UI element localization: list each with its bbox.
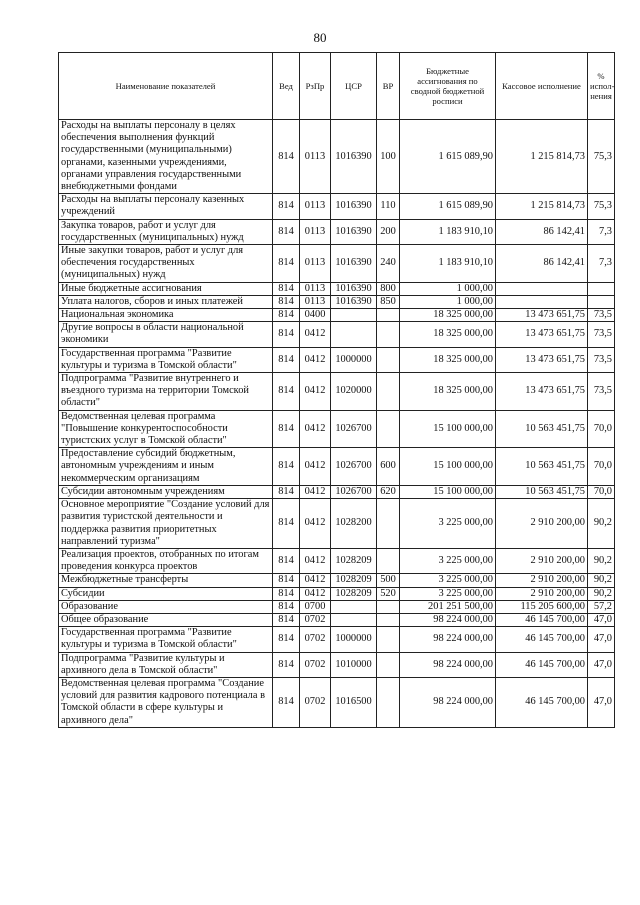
cell-plan: 15 100 000,00: [400, 485, 496, 498]
cell-name: Государственная программа "Развитие культуры и туризма в Томской области": [59, 627, 273, 652]
cell-name: Основное мероприятие "Создание условий для развития туристской деятельности и поддержка развития приоритетных направлений туризма": [59, 499, 273, 549]
cell-rzpr: 0113: [300, 282, 331, 295]
cell-csr: 1028200: [331, 499, 377, 549]
header-csr: ЦСР: [331, 53, 377, 120]
cell-name: Образование: [59, 600, 273, 613]
cell-vr: [377, 322, 400, 347]
cell-exec: 10 563 451,75: [496, 485, 588, 498]
cell-name: Ведомственная целевая программа "Создание условий для развития кадрового потенциала в Томской области в сфере культуры и архивного дела": [59, 677, 273, 727]
cell-plan: 1 000,00: [400, 282, 496, 295]
cell-name: Государственная программа "Развитие культуры и туризма в Томской области": [59, 347, 273, 372]
table-row: [59, 587, 615, 600]
cell-ved: 814: [273, 627, 300, 652]
cell-csr: [331, 600, 377, 613]
cell-vr: 200: [377, 219, 400, 244]
cell-name: Подпрограмма "Развитие культуры и архивного дела в Томской области": [59, 652, 273, 677]
cell-exec: 86 142,41: [496, 219, 588, 244]
cell-exec: 13 473 651,75: [496, 373, 588, 411]
cell-percent: 75,3: [588, 120, 615, 194]
cell-ved: 814: [273, 295, 300, 308]
cell-csr: 1010000: [331, 652, 377, 677]
table-row: [59, 613, 615, 626]
cell-ved: 814: [273, 548, 300, 573]
cell-percent: [588, 295, 615, 308]
cell-vr: [377, 373, 400, 411]
table-row: [59, 485, 615, 498]
cell-csr: 1020000: [331, 373, 377, 411]
cell-ved: 814: [273, 485, 300, 498]
cell-rzpr: 0702: [300, 627, 331, 652]
cell-csr: 1000000: [331, 627, 377, 652]
cell-ved: 814: [273, 410, 300, 448]
cell-percent: 7,3: [588, 245, 615, 283]
cell-plan: 3 225 000,00: [400, 574, 496, 587]
header-plan: Бюджетные ассигнования по сводной бюджетной росписи: [400, 53, 496, 120]
cell-percent: 75,3: [588, 194, 615, 219]
cell-name: Закупка товаров, работ и услуг для государственных (муниципальных) нужд: [59, 219, 273, 244]
table-row: [59, 347, 615, 372]
cell-name: Ведомственная целевая программа "Повышение конкурентоспособности туристских услуг в Томской области": [59, 410, 273, 448]
cell-rzpr: 0412: [300, 347, 331, 372]
cell-csr: 1026700: [331, 448, 377, 486]
cell-csr: 1028209: [331, 548, 377, 573]
cell-percent: [588, 282, 615, 295]
cell-plan: 98 224 000,00: [400, 677, 496, 727]
cell-plan: 98 224 000,00: [400, 627, 496, 652]
cell-vr: [377, 613, 400, 626]
cell-percent: 47,0: [588, 677, 615, 727]
header-row: [59, 53, 615, 120]
cell-vr: 800: [377, 282, 400, 295]
cell-percent: 47,0: [588, 652, 615, 677]
cell-percent: 90,2: [588, 574, 615, 587]
cell-csr: 1016390: [331, 120, 377, 194]
cell-percent: 90,2: [588, 548, 615, 573]
cell-csr: 1016500: [331, 677, 377, 727]
table-row: [59, 600, 615, 613]
cell-rzpr: 0412: [300, 548, 331, 573]
table-row: [59, 627, 615, 652]
cell-csr: [331, 613, 377, 626]
header-ved: Вед: [273, 53, 300, 120]
cell-csr: [331, 322, 377, 347]
cell-ved: 814: [273, 574, 300, 587]
cell-name: Иные бюджетные ассигнования: [59, 282, 273, 295]
cell-vr: [377, 652, 400, 677]
cell-exec: 2 910 200,00: [496, 587, 588, 600]
cell-name: Расходы на выплаты персоналу в целях обеспечения выполнения функций государственными (муниципальными) органами, казенными учреждениями, органами управления государственными внебюджетными фондами: [59, 120, 273, 194]
cell-csr: 1016390: [331, 219, 377, 244]
cell-exec: 46 145 700,00: [496, 652, 588, 677]
cell-csr: 1028209: [331, 587, 377, 600]
table-row: [59, 373, 615, 411]
cell-rzpr: 0412: [300, 574, 331, 587]
cell-ved: 814: [273, 219, 300, 244]
table-row: [59, 219, 615, 244]
table-row: [59, 295, 615, 308]
cell-plan: 1 000,00: [400, 295, 496, 308]
cell-rzpr: 0702: [300, 613, 331, 626]
cell-plan: 201 251 500,00: [400, 600, 496, 613]
cell-exec: [496, 282, 588, 295]
cell-rzpr: 0702: [300, 652, 331, 677]
cell-vr: 850: [377, 295, 400, 308]
cell-vr: [377, 499, 400, 549]
page-number: 80: [313, 30, 327, 45]
cell-plan: 1 615 089,90: [400, 120, 496, 194]
cell-exec: 2 910 200,00: [496, 574, 588, 587]
cell-percent: 47,0: [588, 627, 615, 652]
cell-name: Межбюджетные трансферты: [59, 574, 273, 587]
cell-exec: 46 145 700,00: [496, 677, 588, 727]
table-row: [59, 245, 615, 283]
table-row: [59, 322, 615, 347]
cell-name: Общее образование: [59, 613, 273, 626]
cell-rzpr: 0412: [300, 410, 331, 448]
cell-plan: 15 100 000,00: [400, 410, 496, 448]
cell-vr: 110: [377, 194, 400, 219]
cell-ved: 814: [273, 652, 300, 677]
cell-csr: [331, 309, 377, 322]
cell-csr: 1016390: [331, 282, 377, 295]
table-row: [59, 194, 615, 219]
cell-percent: 70,0: [588, 485, 615, 498]
cell-ved: 814: [273, 600, 300, 613]
cell-rzpr: 0412: [300, 485, 331, 498]
header-percent: % испол-нения: [588, 53, 615, 120]
cell-name: Субсидии автономным учреждениям: [59, 485, 273, 498]
header-rzpr: РзПр: [300, 53, 331, 120]
cell-vr: [377, 677, 400, 727]
cell-ved: 814: [273, 120, 300, 194]
table-row: [59, 282, 615, 295]
cell-exec: 13 473 651,75: [496, 322, 588, 347]
cell-percent: 73,5: [588, 347, 615, 372]
cell-percent: 73,5: [588, 322, 615, 347]
cell-plan: 1 615 089,90: [400, 194, 496, 219]
cell-rzpr: 0412: [300, 322, 331, 347]
header-name: Наименование показателей: [59, 53, 273, 120]
table-row: [59, 574, 615, 587]
cell-ved: 814: [273, 613, 300, 626]
cell-percent: 70,0: [588, 448, 615, 486]
cell-ved: 814: [273, 322, 300, 347]
cell-csr: 1000000: [331, 347, 377, 372]
cell-exec: 46 145 700,00: [496, 627, 588, 652]
cell-csr: 1026700: [331, 410, 377, 448]
cell-rzpr: 0412: [300, 499, 331, 549]
cell-exec: 13 473 651,75: [496, 309, 588, 322]
cell-rzpr: 0700: [300, 600, 331, 613]
cell-exec: 10 563 451,75: [496, 448, 588, 486]
cell-vr: 520: [377, 587, 400, 600]
cell-csr: 1016390: [331, 245, 377, 283]
cell-plan: 1 183 910,10: [400, 245, 496, 283]
cell-vr: [377, 410, 400, 448]
cell-exec: 10 563 451,75: [496, 410, 588, 448]
cell-ved: 814: [273, 245, 300, 283]
table-row: [59, 677, 615, 727]
budget-table: [58, 52, 615, 728]
cell-plan: 3 225 000,00: [400, 548, 496, 573]
cell-name: Иные закупки товаров, работ и услуг для обеспечения государственных (муниципальных) нужд: [59, 245, 273, 283]
cell-vr: 240: [377, 245, 400, 283]
cell-name: Расходы на выплаты персоналу казенных учреждений: [59, 194, 273, 219]
cell-exec: 1 215 814,73: [496, 120, 588, 194]
cell-plan: 18 325 000,00: [400, 309, 496, 322]
cell-plan: 98 224 000,00: [400, 613, 496, 626]
cell-plan: 15 100 000,00: [400, 448, 496, 486]
cell-rzpr: 0113: [300, 194, 331, 219]
cell-exec: 13 473 651,75: [496, 347, 588, 372]
cell-plan: 3 225 000,00: [400, 587, 496, 600]
cell-ved: 814: [273, 677, 300, 727]
cell-percent: 57,2: [588, 600, 615, 613]
cell-ved: 814: [273, 282, 300, 295]
cell-plan: 3 225 000,00: [400, 499, 496, 549]
table-row: [59, 652, 615, 677]
cell-rzpr: 0113: [300, 120, 331, 194]
header-vr: ВР: [377, 53, 400, 120]
cell-rzpr: 0412: [300, 448, 331, 486]
cell-exec: [496, 295, 588, 308]
cell-rzpr: 0400: [300, 309, 331, 322]
cell-csr: 1028209: [331, 574, 377, 587]
cell-ved: 814: [273, 194, 300, 219]
table-row: [59, 448, 615, 486]
cell-ved: 814: [273, 448, 300, 486]
cell-rzpr: 0113: [300, 219, 331, 244]
cell-plan: 18 325 000,00: [400, 322, 496, 347]
cell-vr: 600: [377, 448, 400, 486]
cell-vr: [377, 548, 400, 573]
table-row: [59, 410, 615, 448]
cell-vr: [377, 627, 400, 652]
cell-rzpr: 0702: [300, 677, 331, 727]
cell-exec: 1 215 814,73: [496, 194, 588, 219]
table-row: [59, 120, 615, 194]
cell-rzpr: 0412: [300, 373, 331, 411]
cell-name: Другие вопросы в области национальной экономики: [59, 322, 273, 347]
cell-rzpr: 0113: [300, 245, 331, 283]
cell-name: Субсидии: [59, 587, 273, 600]
cell-plan: 18 325 000,00: [400, 347, 496, 372]
cell-plan: 1 183 910,10: [400, 219, 496, 244]
cell-csr: 1016390: [331, 295, 377, 308]
cell-percent: 73,5: [588, 309, 615, 322]
cell-rzpr: 0412: [300, 587, 331, 600]
cell-vr: 620: [377, 485, 400, 498]
cell-name: Предоставление субсидий бюджетным, автономным учреждениям и иным некоммерческим организациям: [59, 448, 273, 486]
cell-vr: [377, 309, 400, 322]
cell-percent: 47,0: [588, 613, 615, 626]
cell-percent: 7,3: [588, 219, 615, 244]
cell-plan: 98 224 000,00: [400, 652, 496, 677]
cell-ved: 814: [273, 587, 300, 600]
cell-exec: 115 205 600,00: [496, 600, 588, 613]
cell-name: Подпрограмма "Развитие внутреннего и въездного туризма на территории Томской области": [59, 373, 273, 411]
cell-percent: 73,5: [588, 373, 615, 411]
header-exec: Кассовое исполнение: [496, 53, 588, 120]
cell-exec: 46 145 700,00: [496, 613, 588, 626]
cell-name: Национальная экономика: [59, 309, 273, 322]
cell-ved: 814: [273, 373, 300, 411]
cell-ved: 814: [273, 309, 300, 322]
cell-percent: 90,2: [588, 587, 615, 600]
cell-rzpr: 0113: [300, 295, 331, 308]
cell-ved: 814: [273, 499, 300, 549]
cell-percent: 70,0: [588, 410, 615, 448]
table-row: [59, 548, 615, 573]
table-row: [59, 499, 615, 549]
cell-csr: 1026700: [331, 485, 377, 498]
cell-plan: 18 325 000,00: [400, 373, 496, 411]
cell-vr: 500: [377, 574, 400, 587]
cell-vr: [377, 600, 400, 613]
cell-name: Реализация проектов, отобранных по итогам проведения конкурса проектов: [59, 548, 273, 573]
table-row: [59, 309, 615, 322]
cell-exec: 86 142,41: [496, 245, 588, 283]
cell-vr: 100: [377, 120, 400, 194]
cell-ved: 814: [273, 347, 300, 372]
cell-csr: 1016390: [331, 194, 377, 219]
cell-exec: 2 910 200,00: [496, 499, 588, 549]
cell-vr: [377, 347, 400, 372]
cell-exec: 2 910 200,00: [496, 548, 588, 573]
cell-name: Уплата налогов, сборов и иных платежей: [59, 295, 273, 308]
cell-percent: 90,2: [588, 499, 615, 549]
